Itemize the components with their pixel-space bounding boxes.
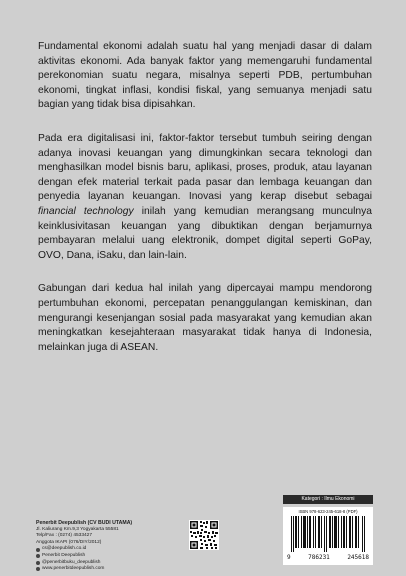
publisher-facebook: Penerbit Deepublish <box>42 552 86 558</box>
publisher-twitter: @penerbitbuku_deepublish <box>42 559 101 565</box>
publisher-facebook-row <box>36 553 176 560</box>
paragraph-2 <box>38 132 372 263</box>
paragraph-1 <box>38 40 372 113</box>
barcode-icon <box>291 516 365 552</box>
publisher-address: Jl. Kaliurang Km.9,3 Yogyakarta 55581 <box>36 526 119 532</box>
qr-code-icon <box>189 520 219 550</box>
publisher-name: Penerbit Deepublish (CV BUDI UTAMA) <box>36 520 133 526</box>
barcode-block <box>283 507 373 565</box>
barcode-digits <box>287 554 369 561</box>
isbn-label: ISBN 978-623-245-618-8 (PDF) <box>298 509 358 514</box>
publisher-info <box>36 520 176 573</box>
web-icon <box>36 567 40 571</box>
twitter-icon <box>36 561 40 565</box>
category-label: Kategori : Ilmu Ekonomi <box>283 495 373 504</box>
paragraph-3 <box>38 282 372 355</box>
paragraph-2-italic: financial technology <box>38 205 134 217</box>
barcode-digit-2: 786231 <box>308 554 330 561</box>
barcode-digit-3: 245618 <box>347 554 369 561</box>
paragraph-2-text-b: inilah yang kemudian merangsang munculnya keinklusivitasan keuangan yang dibuktikan dengan berjamurnya pembayaran melalui uang elektronik, dompet digital seperti GoPay, OVO, Dana, iSaku, dan lain-lain. <box>38 205 373 261</box>
paragraph-3-text: Gabungan dari kedua hal inilah yang dipercayai mampu mendorong pertumbuhan ekonomi, percepatan penanggulangan kemiskinan, dan mengurangi kesenjangan sosial pada masyarakat yang kemudian akan meningkatkan kesejahteraan masyarakat tidak hanya di Indonesia, melainkan juga di ASEAN. <box>38 283 372 353</box>
publisher-member: Anggota IKAPI (076/DIY/2012) <box>36 539 102 545</box>
paragraph-1-text: Fundamental ekonomi adalah suatu hal yang menjadi dasar di dalam aktivitas ekonomi. Ada banyak faktor yang memengaruhi fundamental perekonomian suatu negara, misalnya seperti PDB, pertumbuhan ekonomi, tingkat inflasi, kondisi fiskal, yang semuanya menjadi satu bagian yang tidak bisa dipisahkan. <box>38 41 372 111</box>
email-icon <box>36 548 40 552</box>
paragraph-2-text-a: Pada era digitalisasi ini, faktor-faktor tersebut tumbuh seiring dengan adanya inovasi keuangan yang dimungkinkan secara teknologi dan menghasilkan model bisnis baru, aplikasi, proses, produk, atau layanan dengan efek material terkait pada pasar dan lembaga keuangan dan penyedia layanan keuangan. Inovasi yang kerap disebut sebagai <box>38 132 372 203</box>
publisher-web: www.penerbitdeepublish.com <box>42 566 105 572</box>
facebook-icon <box>36 554 40 558</box>
publisher-email-row <box>36 546 176 553</box>
barcode-digit-1: 9 <box>287 554 291 561</box>
publisher-phone: Telp/Fax : (0274) 4533427 <box>36 533 93 539</box>
publisher-web-row <box>36 566 176 573</box>
qr-code-graphic <box>189 520 219 550</box>
back-cover-text <box>38 40 372 374</box>
publisher-email: cs@deepublish.co.id <box>42 546 87 552</box>
